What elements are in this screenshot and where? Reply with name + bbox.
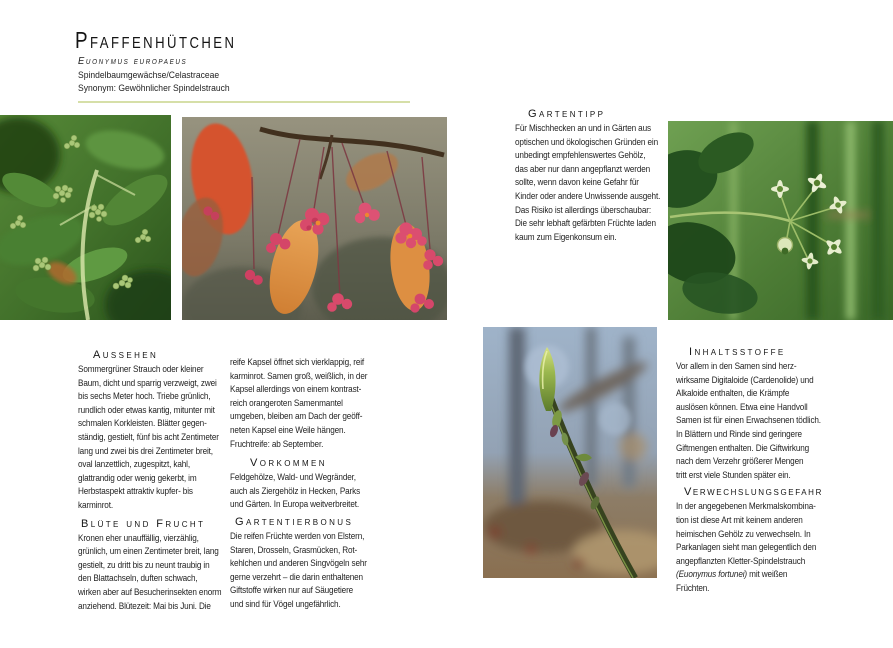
paragraph-gartentipp [515,122,665,244]
photo-twig-buds [483,327,657,578]
text-line: Vor allem in den Samen sind herz- [676,361,797,371]
text-line: Früchten. [676,582,710,593]
text-line: heimischen Gehölz zu verwechseln. In [676,528,811,539]
text-line: Samen ist für einen Erwachsenen tödlich. [676,415,821,426]
family-line: Spindelbaumgewächse/Celastraceae [78,70,220,81]
page-title: Pfaffenhütchen [75,27,237,53]
text-line: Feldgehölze, Wald- und Wegränder, [230,472,356,483]
photo-fruits-autumn [182,117,447,320]
text-line: das aber nur dann angepflanzt werden [515,163,651,174]
photo-flowers [668,121,893,320]
text-line: sollte, wenn davon keine Gefahr für [515,177,639,188]
text-line: Die reifen Früchte werden von Elstern, [230,530,365,541]
text-line: bis sechs Meter hoch. Triebe grünlich, [78,391,211,402]
synonym-line: Synonym: Gewöhnlicher Spindelstrauch [78,83,230,94]
text-line: rundlich oder etwas kantig, mitunter mit [78,404,215,415]
photo-leaves-buds-illustration [0,115,171,320]
paragraph-vorkommen [230,471,379,512]
photo-leaves-buds [0,115,171,320]
heading-gartentierbonus: Gartentierbonus [235,515,354,528]
text-line: Parkanlagen sieht man gelegentlich den [676,542,817,553]
text-line: auch als Ziergehölz in Hecken, Parks [230,485,361,496]
text-line: optischen und ökologischen Gründen ein [515,136,658,147]
heading-gartentipp: Gartentipp [528,108,606,120]
text-line: gestielt, zu dritt bis zu neunt traubig in [78,559,210,570]
photo-flowers-illustration [668,121,893,320]
heading-vorkommen: Vorkommen [250,457,327,470]
column-aussehen-bluete [78,347,225,613]
text-line: Für Mischhecken an und in Gärten aus [515,123,651,133]
text-line: lang und zwei bis drei Zentimeter breit, [78,445,213,456]
text-line: glattrandig oder wenig gekerbt, im [78,472,197,483]
heading-inhaltsstoffe: Inhaltsstoffe [689,346,786,358]
text-line: In Blättern und Rinde sind geringere [676,428,802,439]
text-line: karminrot. [78,499,113,510]
text-line: Kapsel allerdings von einem kontrast- [230,384,362,395]
text-line: wirksame Digitaloide (Cardenolide) und [676,374,814,385]
text-line-with-species [676,568,823,582]
text-line: oval lanzettlich, zugespitzt, kahl, [78,459,190,470]
text-line: Staren, Drosseln, Grasmücken, Rot- [230,544,358,555]
heading-aussehen: Aussehen [93,349,159,361]
text-line: Fruchtreife: ab September. [230,438,324,449]
text-line: reich orangeroten Samenmantel [230,397,343,408]
text-line: und sind für Vögel ungefährlich. [230,598,341,609]
text-line: Kronen eher unauffällig, vierzählig, [78,532,199,543]
text-line: Giftstoffe wirken nur auf Säugetiere [230,585,354,596]
text-line: karminrot. Samen groß, weißlich, in der [230,370,368,381]
text-line: Herbstaspekt attraktiv kupfer- bis [78,486,193,497]
text-line: Sommergrüner Strauch oder kleiner [78,364,204,374]
text-line: Giftmengen enthalten. Die Giftwirkung [676,442,810,453]
heading-verwechslungsgefahr: Verwechslungsgefahr [684,486,823,499]
text-line: anziehend. Blütezeit: Mai bis Juni. Die [78,600,211,611]
text-line: Die sehr lebhaft gefärbten Früchte laden [515,218,656,229]
paragraph-inhaltsstoffe [676,360,834,482]
column-vorkommen-gartentierbonus [230,356,379,612]
text-line: wirken aber auf Besucherinsekten enorm [78,586,222,597]
species-italic: (Euonymus fortunei) [676,569,748,580]
text-line: Das Risiko ist allerdings überschaubar: [515,204,651,215]
column-gartentipp [515,106,665,244]
text-line: angepflanzten Kletter-Spindelstrauch [676,555,806,566]
text-line: ständig, gestielt, fünf bis acht Zentimeter [78,431,219,442]
text-line: kaum zum Eigenkonsum ein. [515,231,617,242]
text-line: kehlchen und anderen Singvögeln sehr [230,558,367,569]
text-line: den Blattachseln, duften schwach, [78,573,198,584]
text-line: reife Kapsel öffnet sich vierklappig, reif [230,357,365,367]
paragraph-gartentierbonus [230,530,379,612]
text-line: Kinder oder andere Unwissende ausgeht. [515,190,661,201]
text-line: grünlich, um einen Zentimeter breit, lang [78,546,219,557]
paragraph-frucht-fortsetzung [230,356,379,451]
text-line: neten Kapsel eine Weile hängen. [230,424,346,435]
text-line: gerne verzehrt – die darin enthaltenen [230,571,363,582]
paragraph-bluete-und-frucht [78,532,225,614]
text-line: schmalen Korkleisten. Blätter gegen- [78,418,207,429]
accent-rule [78,101,410,103]
heading-bluete-und-frucht: Blüte und Frucht [81,517,206,530]
text-line: auslösen können. Etwa eine Handvoll [676,401,808,412]
species-line-rest: mit weißen [747,569,788,580]
text-line: und Gärten. In Europa weitverbreitet. [230,499,359,510]
paragraph-verwechslungsgefahr [676,500,834,568]
text-line: In der angegebenen Merkmalskombina- [676,501,816,512]
photo-twig-buds-illustration [483,327,657,578]
column-inhaltsstoffe-verwechslungsgefahr [676,344,834,596]
text-line: unbedingt empfehlenswertes Gehölz, [515,150,646,161]
photo-fruits-autumn-illustration [182,117,447,320]
paragraph-aussehen [78,363,225,513]
text-line: umgeben, bleiben am Dach der geöff- [230,411,363,422]
text-line: nach dem Verzehr größerer Mengen [676,456,804,467]
text-line: tritt erst viele Stunden später ein. [676,469,791,480]
text-line: Alkaloide enthalten, die Krämpfe [676,388,790,399]
text-line: tion ist diese Art mit keinem anderen [676,514,803,525]
text-line: Baum, dicht und sparrig verzweigt, zwei [78,377,217,388]
latin-name: Euonymus europaeus [78,55,188,67]
